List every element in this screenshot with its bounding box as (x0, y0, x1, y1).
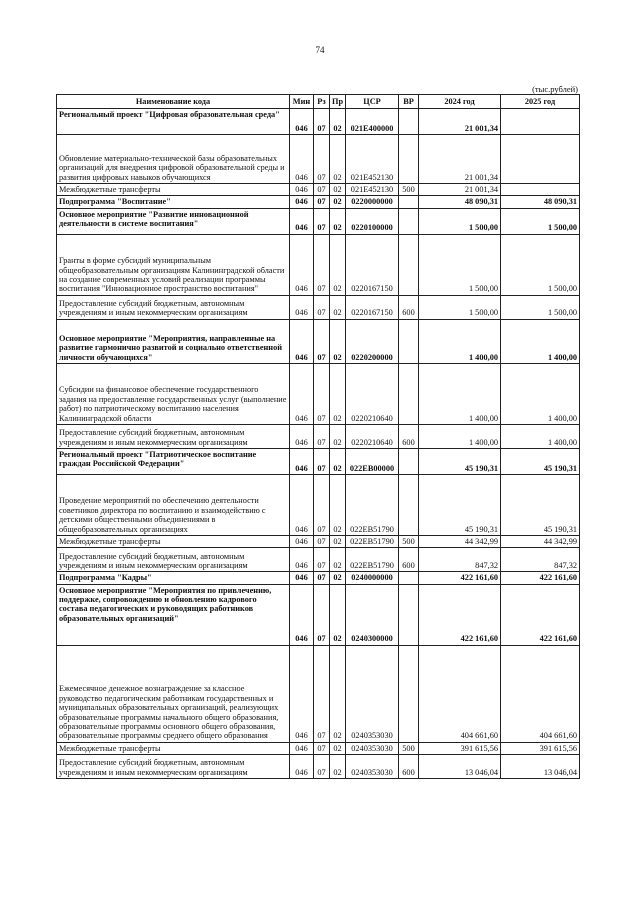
cell-vr: 600 (399, 755, 419, 779)
cell-min: 046 (290, 363, 314, 424)
cell-csr: 0220210640 (346, 363, 399, 424)
row-name: Основное мероприятие "Мероприятия, направленные на развитие гармонично развитой и социально ответственной личности обучающихся" (57, 319, 290, 363)
units-label: (тыс.рублей) (532, 84, 578, 94)
cell-vr (399, 208, 419, 234)
cell-y2025: 391 615,56 (501, 742, 580, 754)
cell-y2024: 48 090,31 (419, 196, 501, 208)
cell-y2025: 1 400,00 (501, 363, 580, 424)
cell-rz: 07 (314, 584, 330, 645)
cell-min: 046 (290, 645, 314, 742)
cell-pr: 02 (330, 208, 346, 234)
cell-rz: 07 (314, 135, 330, 184)
cell-csr: 022EB51790 (346, 535, 399, 547)
table-row (57, 572, 580, 584)
table-row (57, 363, 580, 424)
row-name: Проведение мероприятий по обеспечению деятельности советников директора по воспитанию и взаимодействию с детскими общественными объединениями в общеобразовательных организациях (57, 474, 290, 535)
table-row (57, 234, 580, 295)
col-header-2024: 2024 год (419, 95, 501, 109)
cell-rz: 07 (314, 208, 330, 234)
cell-vr (399, 319, 419, 363)
cell-csr: 0220167150 (346, 234, 399, 295)
row-name: Подпрограмма "Воспитание" (57, 196, 290, 208)
cell-y2025: 48 090,31 (501, 196, 580, 208)
col-header-rz: Рз (314, 95, 330, 109)
cell-csr: 022EB00000 (346, 448, 399, 474)
cell-y2025: 1 400,00 (501, 319, 580, 363)
table-header-row (57, 95, 580, 109)
cell-rz: 07 (314, 755, 330, 779)
cell-y2024: 1 500,00 (419, 295, 501, 319)
table-row (57, 535, 580, 547)
cell-y2024: 45 190,31 (419, 448, 501, 474)
cell-min: 046 (290, 135, 314, 184)
table-row (57, 645, 580, 742)
col-header-min: Мин (290, 95, 314, 109)
cell-vr: 600 (399, 295, 419, 319)
cell-pr: 02 (330, 196, 346, 208)
table-row (57, 448, 580, 474)
cell-y2024: 1 500,00 (419, 208, 501, 234)
cell-csr: 021E452130 (346, 135, 399, 184)
col-header-csr: ЦСР (346, 95, 399, 109)
row-name: Предоставление субсидий бюджетным, автономным учреждениям и иным некоммерческим организациям (57, 424, 290, 448)
table-body (57, 109, 580, 779)
cell-y2024: 1 400,00 (419, 319, 501, 363)
cell-min: 046 (290, 742, 314, 754)
cell-y2025: 1 400,00 (501, 424, 580, 448)
cell-vr (399, 234, 419, 295)
cell-min: 046 (290, 234, 314, 295)
cell-y2025: 1 500,00 (501, 208, 580, 234)
cell-vr: 500 (399, 535, 419, 547)
cell-y2024: 45 190,31 (419, 474, 501, 535)
cell-pr: 02 (330, 363, 346, 424)
cell-y2025: 1 500,00 (501, 234, 580, 295)
cell-y2025: 847,32 (501, 548, 580, 572)
cell-y2025: 44 342,99 (501, 535, 580, 547)
cell-csr: 0240353030 (346, 645, 399, 742)
col-header-name: Наименование кода (57, 95, 290, 109)
cell-y2025: 404 661,60 (501, 645, 580, 742)
table-row (57, 319, 580, 363)
page-number: 74 (315, 45, 325, 55)
cell-pr: 02 (330, 295, 346, 319)
cell-pr: 02 (330, 109, 346, 135)
cell-csr: 0240353030 (346, 742, 399, 754)
cell-min: 046 (290, 208, 314, 234)
cell-min: 046 (290, 196, 314, 208)
cell-vr: 500 (399, 184, 419, 196)
cell-vr (399, 572, 419, 584)
row-name: Межбюджетные трансферты (57, 535, 290, 547)
cell-pr: 02 (330, 572, 346, 584)
cell-rz: 07 (314, 234, 330, 295)
table-row (57, 208, 580, 234)
cell-y2024: 422 161,60 (419, 584, 501, 645)
cell-pr: 02 (330, 448, 346, 474)
row-name: Основное мероприятие "Развитие инновационной деятельности в системе воспитания" (57, 208, 290, 234)
cell-y2024: 21 001,34 (419, 109, 501, 135)
cell-pr: 02 (330, 234, 346, 295)
cell-min: 046 (290, 109, 314, 135)
cell-pr: 02 (330, 584, 346, 645)
cell-pr: 02 (330, 742, 346, 754)
cell-rz: 07 (314, 196, 330, 208)
cell-vr: 600 (399, 424, 419, 448)
table-row (57, 742, 580, 754)
cell-y2024: 21 001,34 (419, 184, 501, 196)
table-row (57, 184, 580, 196)
cell-vr (399, 474, 419, 535)
table-row (57, 548, 580, 572)
cell-csr: 0220000000 (346, 196, 399, 208)
cell-vr (399, 645, 419, 742)
cell-min: 046 (290, 424, 314, 448)
cell-y2024: 847,32 (419, 548, 501, 572)
cell-min: 046 (290, 755, 314, 779)
cell-y2025 (501, 184, 580, 196)
cell-y2025 (501, 109, 580, 135)
cell-pr: 02 (330, 319, 346, 363)
row-name: Предоставление субсидий бюджетным, автономным учреждениям и иным некоммерческим организациям (57, 548, 290, 572)
cell-y2025: 45 190,31 (501, 448, 580, 474)
cell-csr: 022EB51790 (346, 474, 399, 535)
cell-vr: 600 (399, 548, 419, 572)
cell-vr (399, 584, 419, 645)
cell-y2024: 13 046,04 (419, 755, 501, 779)
cell-rz: 07 (314, 448, 330, 474)
cell-pr: 02 (330, 184, 346, 196)
cell-y2024: 21 001,34 (419, 135, 501, 184)
cell-rz: 07 (314, 548, 330, 572)
col-header-2025: 2025 год (501, 95, 580, 109)
budget-table (56, 94, 580, 779)
cell-y2024: 44 342,99 (419, 535, 501, 547)
cell-vr (399, 448, 419, 474)
cell-min: 046 (290, 584, 314, 645)
row-name: Подпрограмма "Кадры" (57, 572, 290, 584)
row-name: Межбюджетные трансферты (57, 184, 290, 196)
row-name: Региональный проект "Цифровая образовательная среда" (57, 109, 290, 135)
col-header-pr: Пр (330, 95, 346, 109)
cell-min: 046 (290, 548, 314, 572)
cell-min: 046 (290, 184, 314, 196)
cell-pr: 02 (330, 424, 346, 448)
cell-pr: 02 (330, 548, 346, 572)
cell-pr: 02 (330, 755, 346, 779)
cell-vr (399, 196, 419, 208)
cell-rz: 07 (314, 645, 330, 742)
cell-pr: 02 (330, 474, 346, 535)
cell-y2025: 422 161,60 (501, 572, 580, 584)
cell-y2024: 1 500,00 (419, 234, 501, 295)
table-row (57, 755, 580, 779)
cell-rz: 07 (314, 184, 330, 196)
cell-min: 046 (290, 572, 314, 584)
cell-min: 046 (290, 474, 314, 535)
cell-y2025 (501, 135, 580, 184)
cell-vr (399, 109, 419, 135)
cell-csr: 021E400000 (346, 109, 399, 135)
table-row (57, 135, 580, 184)
table-row (57, 424, 580, 448)
cell-rz: 07 (314, 742, 330, 754)
row-name: Основное мероприятие "Мероприятия по привлечению, поддержке, сопровождению и обновлению кадрового состава педагогических и руководящих работников образовательных организаций" (57, 584, 290, 645)
cell-csr: 0220210640 (346, 424, 399, 448)
cell-rz: 07 (314, 572, 330, 584)
cell-y2024: 1 400,00 (419, 424, 501, 448)
cell-rz: 07 (314, 319, 330, 363)
cell-min: 046 (290, 535, 314, 547)
row-name: Гранты в форме субсидий муниципальным общеобразовательным организациям Калининградской области на создание современных условий реализации программы воспитания "Инновационное пространство воспитания" (57, 234, 290, 295)
cell-csr: 0220200000 (346, 319, 399, 363)
cell-csr: 0220167150 (346, 295, 399, 319)
row-name: Региональный проект "Патриотическое воспитание граждан Российской Федерации" (57, 448, 290, 474)
cell-pr: 02 (330, 645, 346, 742)
cell-y2025: 13 046,04 (501, 755, 580, 779)
row-name: Обновление материально-технической базы образовательных организаций для внедрения цифровой образовательной среды и развития цифровых навыков обучающихся (57, 135, 290, 184)
cell-y2024: 404 661,60 (419, 645, 501, 742)
cell-vr: 500 (399, 742, 419, 754)
cell-csr: 022EB51790 (346, 548, 399, 572)
cell-y2024: 422 161,60 (419, 572, 501, 584)
table-row (57, 109, 580, 135)
cell-csr: 0240300000 (346, 584, 399, 645)
cell-min: 046 (290, 295, 314, 319)
cell-y2025: 422 161,60 (501, 584, 580, 645)
cell-min: 046 (290, 319, 314, 363)
cell-min: 046 (290, 448, 314, 474)
cell-rz: 07 (314, 474, 330, 535)
cell-rz: 07 (314, 363, 330, 424)
cell-y2024: 391 615,56 (419, 742, 501, 754)
cell-vr (399, 135, 419, 184)
cell-rz: 07 (314, 535, 330, 547)
row-name: Предоставление субсидий бюджетным, автономным учреждениям и иным некоммерческим организациям (57, 755, 290, 779)
row-name: Предоставление субсидий бюджетным, автономным учреждениям и иным некоммерческим организациям (57, 295, 290, 319)
table-row (57, 295, 580, 319)
row-name: Субсидии на финансовое обеспечение государственного задания на предоставление государственных услуг (выполнение работ) по патриотическому воспитанию населения Калининградской области (57, 363, 290, 424)
cell-vr (399, 363, 419, 424)
cell-y2024: 1 400,00 (419, 363, 501, 424)
table-row (57, 584, 580, 645)
cell-pr: 02 (330, 535, 346, 547)
row-name: Межбюджетные трансферты (57, 742, 290, 754)
table-row (57, 474, 580, 535)
cell-y2025: 45 190,31 (501, 474, 580, 535)
cell-pr: 02 (330, 135, 346, 184)
cell-csr: 0240353030 (346, 755, 399, 779)
col-header-vr: ВР (399, 95, 419, 109)
cell-rz: 07 (314, 424, 330, 448)
cell-csr: 0220100000 (346, 208, 399, 234)
cell-csr: 021E452130 (346, 184, 399, 196)
table-row (57, 196, 580, 208)
cell-rz: 07 (314, 109, 330, 135)
cell-rz: 07 (314, 295, 330, 319)
cell-y2025: 1 500,00 (501, 295, 580, 319)
cell-csr: 0240000000 (346, 572, 399, 584)
row-name: Ежемесячное денежное вознаграждение за классное руководство педагогическим работникам государственных и муниципальных образовательных организаций, реализующих образовательные программы начального общего образования, образовательные программы основного общего образования, образовательные программы среднего общего образования (57, 645, 290, 742)
